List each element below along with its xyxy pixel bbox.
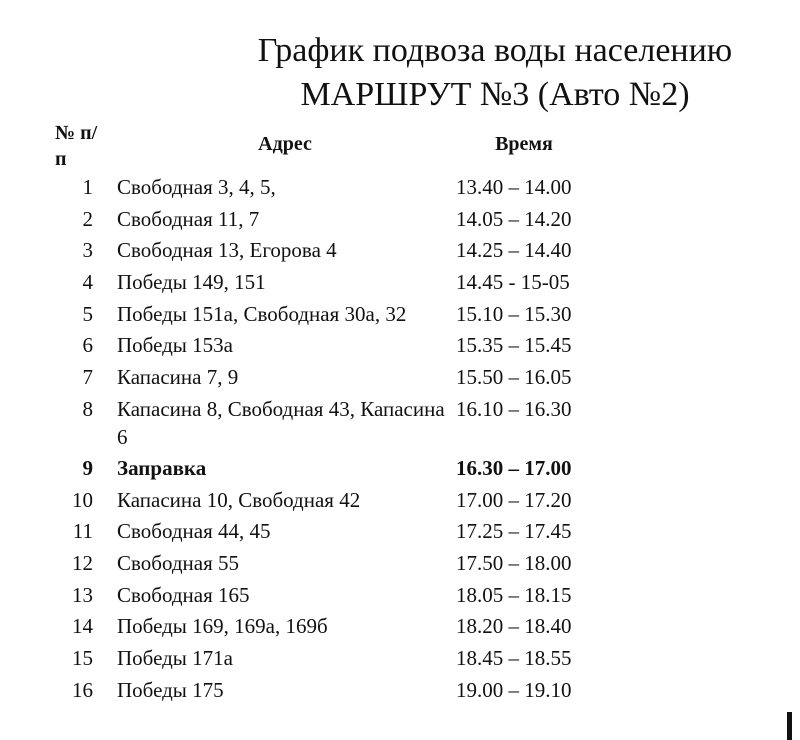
row-number: 4 [82, 270, 93, 295]
row-address: Победы 149, 151 [117, 270, 266, 295]
table-row [55, 676, 596, 708]
row-address: Капасина 7, 9 [117, 365, 239, 390]
table-row [55, 644, 596, 676]
row-address: Победы 153а [117, 333, 233, 358]
table-row [55, 486, 596, 518]
table-row [55, 612, 596, 644]
column-header-address: Адрес [258, 133, 312, 155]
table-row [55, 395, 596, 454]
table-row [55, 268, 596, 300]
table-row [55, 173, 596, 205]
row-address: Свободная 13, Егорова 4 [117, 238, 337, 263]
row-address: Свободная 55 [117, 550, 240, 575]
row-time: 17.50 – 18.00 [456, 550, 572, 575]
row-number: 5 [82, 301, 93, 326]
row-time: 19.00 – 19.10 [456, 677, 572, 702]
table-row [55, 331, 596, 363]
row-number: 15 [72, 645, 93, 670]
row-number: 7 [82, 365, 93, 390]
table-row [55, 205, 596, 237]
row-time: 17.25 – 17.45 [456, 519, 572, 544]
column-header-number [55, 120, 115, 172]
schedule-table [55, 173, 596, 707]
row-address: Победы 171а [117, 645, 233, 670]
row-time: 15.50 – 16.05 [456, 365, 572, 390]
row-time: 17.00 – 17.20 [456, 487, 572, 512]
table-row [55, 363, 596, 395]
row-number: 10 [72, 487, 93, 512]
column-header-number-text: № п/ п [55, 122, 98, 170]
row-number: 6 [82, 333, 93, 358]
table-row [55, 549, 596, 581]
table-row [55, 236, 596, 268]
table-row [55, 300, 596, 332]
row-address: Свободная 165 [117, 582, 250, 607]
row-number: 16 [72, 677, 93, 702]
page-subtitle: МАРШРУТ №3 (Авто №2) [300, 76, 690, 113]
row-time: 15.10 – 15.30 [456, 301, 572, 326]
row-address: Победы 151а, Свободная 30а, 32 [117, 301, 407, 326]
column-header-time: Время [495, 133, 553, 155]
row-number: 2 [82, 206, 93, 231]
row-time: 18.20 – 18.40 [456, 614, 572, 639]
row-time: 18.45 – 18.55 [456, 645, 572, 670]
row-time: 16.30 – 17.00 [456, 455, 572, 480]
row-number: 8 [82, 396, 93, 421]
row-address: Капасина 10, Свободная 42 [117, 487, 361, 512]
table-row [55, 517, 596, 549]
row-number: 14 [72, 614, 93, 639]
row-time: 14.05 – 14.20 [456, 206, 572, 231]
row-number: 11 [72, 519, 93, 544]
row-address: Свободная 11, 7 [117, 206, 260, 231]
table-row-refuel [55, 454, 596, 486]
row-address: Свободная 44, 45 [117, 519, 271, 544]
row-address: Победы 169, 169а, 169б [117, 614, 328, 639]
row-time: 14.25 – 14.40 [456, 238, 572, 263]
row-number: 1 [82, 175, 93, 199]
row-address: Капасина 8, Свободная 43, Капасина 6 [117, 396, 445, 449]
row-address: Заправка [117, 455, 207, 480]
row-number: 12 [72, 550, 93, 575]
page-edge-mark [787, 712, 792, 740]
row-time: 16.10 – 16.30 [456, 396, 572, 421]
row-number: 3 [82, 238, 93, 263]
row-time: 18.05 – 18.15 [456, 582, 572, 607]
table-row [55, 581, 596, 613]
row-address: Свободная 3, 4, 5, [117, 175, 276, 199]
row-number: 13 [72, 582, 93, 607]
row-time: 14.45 - 15-05 [456, 270, 570, 295]
row-number: 9 [82, 455, 93, 480]
row-address: Победы 175 [117, 677, 224, 702]
row-time: 15.35 – 15.45 [456, 333, 572, 358]
row-time: 13.40 – 14.00 [456, 175, 572, 199]
page-title: График подвоза воды населению [257, 32, 733, 69]
